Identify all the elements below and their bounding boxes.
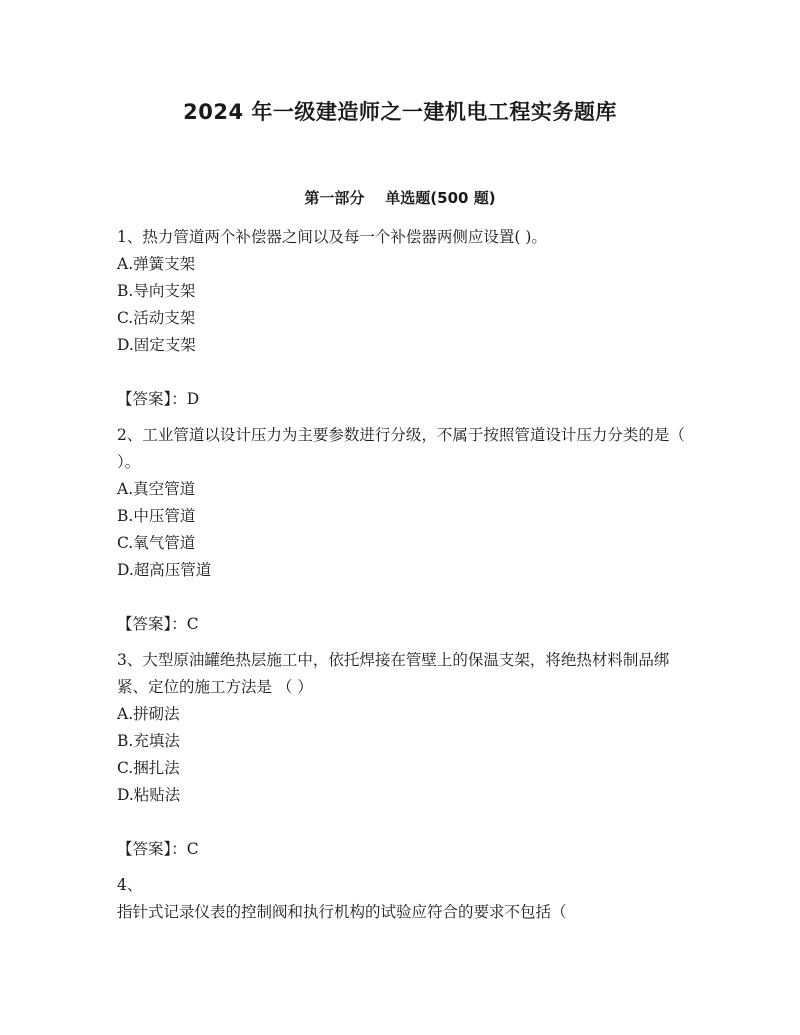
answer-line: 【答案】：D: [117, 390, 200, 408]
question-block: [117, 872, 687, 926]
question-block: [117, 422, 687, 647]
option-d: D.固定支架: [117, 336, 196, 354]
option-d: D.超高压管道: [117, 561, 212, 579]
option-a: A.拼砌法: [117, 705, 180, 723]
option-c: C.捆扎法: [117, 759, 180, 777]
question-text: 3、大型原油罐绝热层施工中，依托焊接在管壁上的保温支架，将绝热材料制品绑紧、定位的施工方法是 （ ）: [117, 651, 670, 696]
option-c: C.活动支架: [117, 309, 196, 327]
question-block: [117, 224, 687, 422]
document-title: 2024 年一级建造师之一建机电工程实务题库: [183, 100, 617, 124]
option-b: B.中压管道: [117, 507, 196, 525]
question-text: 1、热力管道两个补偿器之间以及每一个补偿器两侧应设置( )。: [117, 228, 547, 246]
option-a: A.真空管道: [117, 480, 196, 498]
question-list: [117, 224, 687, 926]
question-number: 4、: [117, 876, 143, 894]
section-title: 第一部分 单选题(500 题): [304, 189, 496, 207]
answer-line: 【答案】：C: [117, 840, 199, 858]
option-d: D.粘贴法: [117, 786, 181, 804]
question-block: [117, 647, 687, 872]
option-b: B.充填法: [117, 732, 180, 750]
option-a: A.弹簧支架: [117, 255, 196, 273]
question-text: 2、工业管道以设计压力为主要参数进行分级，不属于按照管道设计压力分类的是（ ）。: [117, 426, 685, 471]
option-b: B.导向支架: [117, 282, 196, 300]
question-text: 指针式记录仪表的控制阀和执行机构的试验应符合的要求不包括（: [117, 903, 567, 921]
option-c: C.氧气管道: [117, 534, 196, 552]
answer-line: 【答案】：C: [117, 615, 199, 633]
